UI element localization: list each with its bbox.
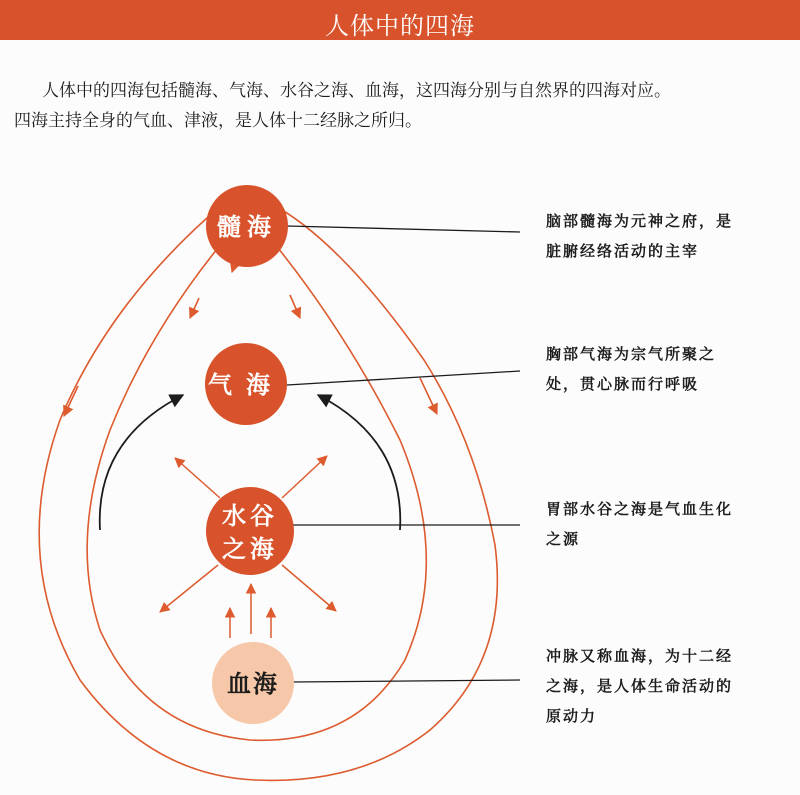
loop-arrow-inner-left [190, 298, 199, 318]
node-label-qihai: 气海 [208, 371, 284, 399]
ray-up-right [282, 456, 327, 498]
node-label-shuigu-2: 之海 [222, 535, 278, 563]
node-label-suihai: 髓海 [217, 213, 277, 241]
note-shuigu: 胃部水谷之海是气血生化之源 [546, 500, 734, 548]
leader-suihai [287, 226, 520, 232]
leader-xuehai [293, 680, 520, 682]
ray-up-left [175, 458, 220, 498]
node-label-shuigu-1: 水谷 [222, 502, 278, 530]
ray-down-right [282, 565, 336, 611]
note-qihai: 胸部气海为宗气所聚之处，贯心脉而行呼吸 [546, 345, 717, 393]
leader-qihai [287, 371, 520, 385]
page-title: 人体中的四海 [325, 12, 475, 40]
intro-line-1: 人体中的四海包括髓海、气海、水谷之海、血海，这四海分别与自然界的四海对应。 [42, 81, 671, 101]
node-label-xuehai: 血海 [227, 670, 279, 698]
ray-down-left [160, 565, 218, 612]
note-suihai: 脑部髓海为元神之府，是脏腑经络活动的主宰 [546, 212, 734, 260]
black-arrow-left [100, 395, 183, 530]
loop-arrow-left [64, 386, 78, 416]
loop-arrow-right [420, 378, 437, 414]
note-xuehai: 冲脉又称血海，为十二经之海，是人体生命活动的原动力 [546, 647, 734, 725]
loop-arrow-inner-right [290, 295, 300, 318]
intro-line-2: 四海主持全身的气血、津液，是人体十二经脉之所归。 [14, 111, 422, 131]
